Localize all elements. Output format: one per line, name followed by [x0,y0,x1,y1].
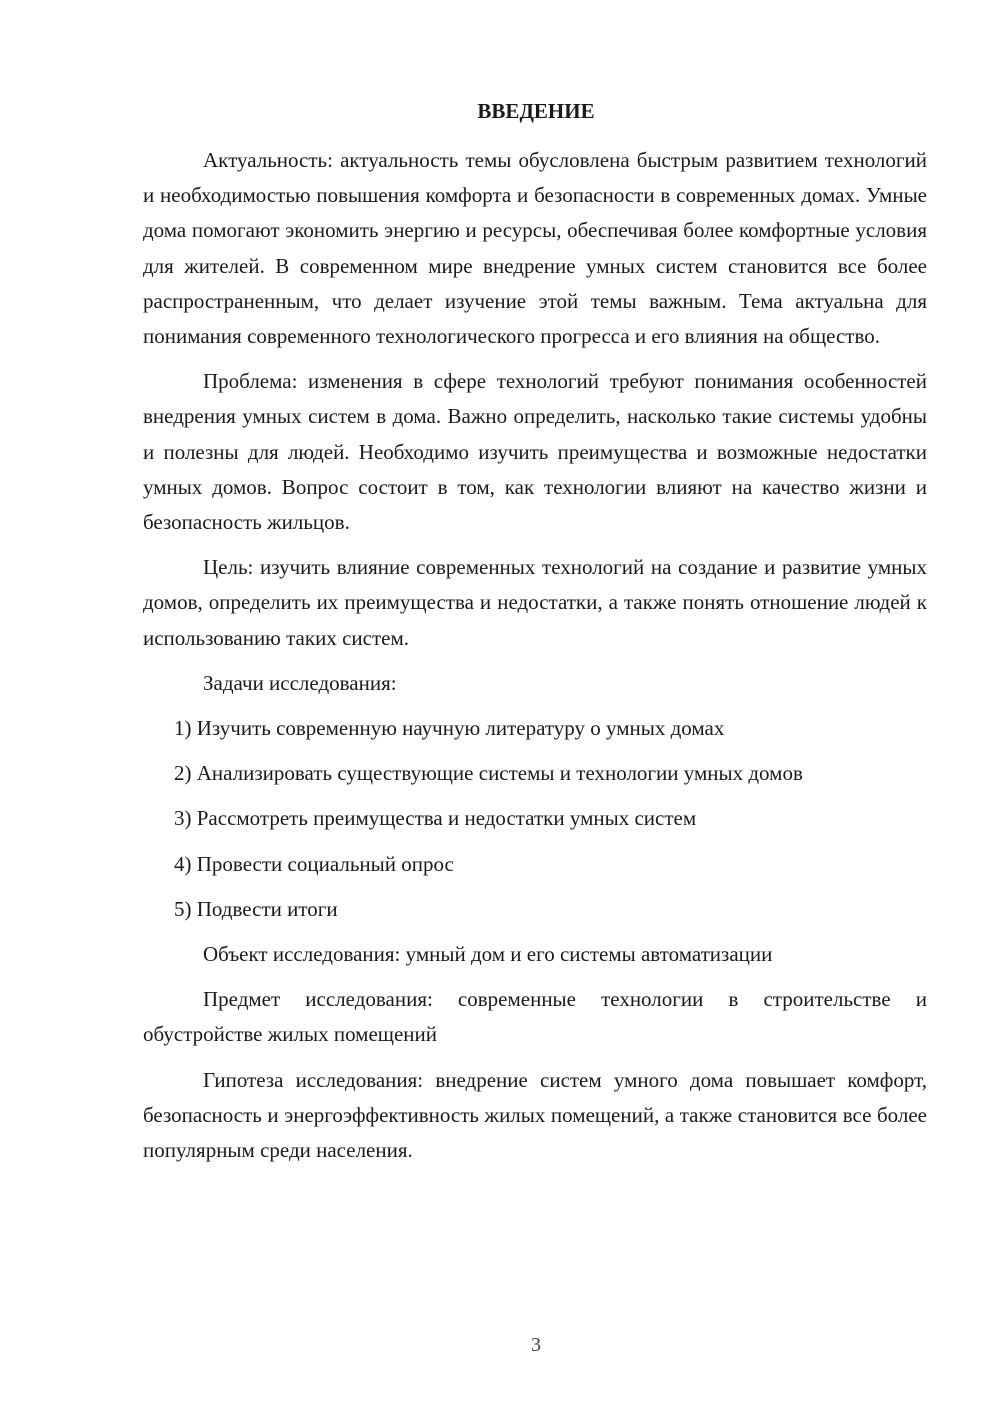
problem-paragraph: Проблема: изменения в сфере технологий требуют понимания особенностей внедрения умных систем в дома. Важно определить, насколько такие системы удобны и полезны для людей. Необходимо изучить преимущества и возможные недостатки умных домов. Вопрос состоит в том, как технологии влияют на качество жизни и безопасность жильцов. [143,369,927,535]
list-item: 5) Подвести итоги [174,896,338,921]
list-item: 3) Рассмотреть преимущества и недостатки умных систем [174,806,697,831]
list-item: 4) Провести социальный опрос [174,851,454,876]
object-paragraph: Объект исследования: умный дом и его системы автоматизации [203,942,773,967]
hypothesis-paragraph: Гипотеза исследования: внедрение систем умного дома повышает комфорт, безопасность и энергоэффективность жилых помещений, а также становится все более популярным среди населения. [143,1067,927,1163]
tasks-heading: Задачи исследования: [203,670,397,695]
subject-paragraph: Предмет исследования: современные технологии в строительстве и обустройстве жилых помещений [143,987,927,1047]
list-item: 2) Анализировать существующие системы и технологии умных домов [174,761,803,786]
document-body [143,143,927,1178]
relevance-paragraph: Актуальность: актуальность темы обусловлена быстрым развитием технологий и необходимостью повышения комфорта и безопасности в современных домах. Умные дома помогают экономить энергию и ресурсы, обеспечивая более комфортные условия для жителей. В современном мире внедрение умных систем становится все более распространенным, что делает изучение этой темы важным. Тема актуальна для понимания современного технологического прогресса и его влияния на общество. [143,148,927,349]
page-number: 3 [531,1334,541,1356]
goal-paragraph: Цель: изучить влияние современных технологий на создание и развитие умных домов, определить их преимущества и недостатки, а также понять отношение людей к использованию таких систем. [143,555,927,650]
list-item: 1) Изучить современную научную литературу о умных домах [174,716,725,741]
page-title: ВВЕДЕНИЕ [477,99,595,123]
tasks-list [143,711,927,927]
